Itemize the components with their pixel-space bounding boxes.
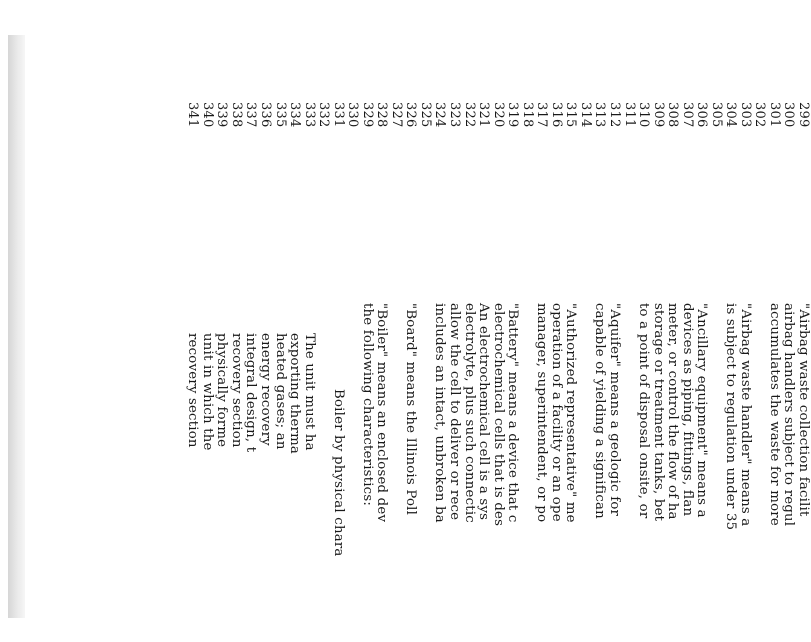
scan-edge-shadow <box>8 35 25 618</box>
line-number: 326 <box>403 102 419 128</box>
line-number: 319 <box>505 102 521 128</box>
line-number: 339 <box>214 102 230 128</box>
line-number: 340 <box>199 102 215 128</box>
line-number: 304 <box>723 102 739 128</box>
line-number: 320 <box>490 102 506 128</box>
text-line: "Ancillary equipment" means a <box>694 303 710 518</box>
line-number: 336 <box>258 102 274 128</box>
line-number: 331 <box>330 102 346 128</box>
text-line: accumulates the waste for more <box>766 303 782 526</box>
line-number: 317 <box>534 102 550 128</box>
line-number: 322 <box>461 102 477 128</box>
text-line: "Aquifer" means a geologic for <box>606 303 622 517</box>
text-line: "Battery" means a device that c <box>505 303 521 523</box>
text-line: allow the cell to deliver or rece <box>447 303 463 521</box>
text-line: recovery section <box>185 333 201 448</box>
line-number: 310 <box>636 102 652 128</box>
text-line: meter, or control the flow of ha <box>665 303 681 520</box>
line-number: 325 <box>417 102 433 128</box>
line-number: 314 <box>577 102 593 128</box>
text-line: storage or treatment tanks, bet <box>650 303 666 522</box>
line-number: 305 <box>708 102 724 128</box>
text-line: "Airbag waste collection facilit <box>796 303 811 517</box>
line-number: 302 <box>752 102 768 128</box>
text-line: airbag handlers subject to regul <box>781 303 797 527</box>
text-line: energy recovery <box>258 333 274 446</box>
line-number: 312 <box>606 102 622 128</box>
line-number: 311 <box>621 102 637 128</box>
line-number: 313 <box>592 102 608 128</box>
line-number: 329 <box>359 102 375 128</box>
line-number: 341 <box>185 102 201 128</box>
text-line: "Board" means the Illinois Poll <box>403 303 419 516</box>
text-line: exporting therma <box>287 333 303 455</box>
line-number: 321 <box>476 102 492 128</box>
line-number: 335 <box>272 102 288 128</box>
text-line: the following characteristics: <box>359 303 375 507</box>
text-line: includes an intact, unbroken ba <box>432 303 448 523</box>
text-line: is subject to regulation under 35 <box>723 303 739 531</box>
line-number: 299 <box>796 102 811 128</box>
text-line: heated gases; an <box>272 333 288 450</box>
text-line: manager, superintendent, or po <box>534 303 550 523</box>
text-line: to a point of disposal onsite, or <box>636 303 652 519</box>
line-number: 316 <box>548 102 564 128</box>
text-line: "Boiler" means an enclosed dev <box>374 303 390 523</box>
text-line: recovery section <box>228 333 244 448</box>
rotated-document-page <box>110 102 810 642</box>
text-line: integral design, t <box>243 333 259 453</box>
line-number: 333 <box>301 102 317 128</box>
text-line: unit in which the <box>199 333 215 451</box>
text-line: The unit must ha <box>301 333 317 451</box>
text-line: "Authorized representative" me <box>563 303 579 523</box>
line-number: 300 <box>781 102 797 128</box>
line-number: 330 <box>345 102 361 128</box>
line-number: 306 <box>694 102 710 128</box>
text-line: "Airbag waste handler" means a <box>737 303 753 527</box>
text-line: electrolyte, plus such connectic <box>461 303 477 523</box>
line-number: 309 <box>650 102 666 128</box>
text-line: operation of a facility or an ope <box>548 303 564 522</box>
line-number: 301 <box>766 102 782 128</box>
text-line: capable of yielding a significan <box>592 303 608 519</box>
line-number: 324 <box>432 102 448 128</box>
text-line: An electrochemical cell is a sys <box>476 303 492 521</box>
text-line: devices as piping, fittings, flan <box>679 303 695 517</box>
line-number: 307 <box>679 102 695 128</box>
line-number: 338 <box>228 102 244 128</box>
line-number: 327 <box>388 102 404 128</box>
line-number: 318 <box>519 102 535 128</box>
line-number: 323 <box>447 102 463 128</box>
line-number: 308 <box>665 102 681 128</box>
line-number: 332 <box>316 102 332 128</box>
line-number: 337 <box>243 102 259 128</box>
text-line: electrochemical cells that is des <box>490 303 506 527</box>
line-number: 303 <box>737 102 753 128</box>
line-number: 334 <box>287 102 303 128</box>
text-line: Boiler by physical chara <box>330 389 346 557</box>
line-number: 328 <box>374 102 390 128</box>
text-line: physically forme <box>214 333 230 448</box>
line-number: 315 <box>563 102 579 128</box>
